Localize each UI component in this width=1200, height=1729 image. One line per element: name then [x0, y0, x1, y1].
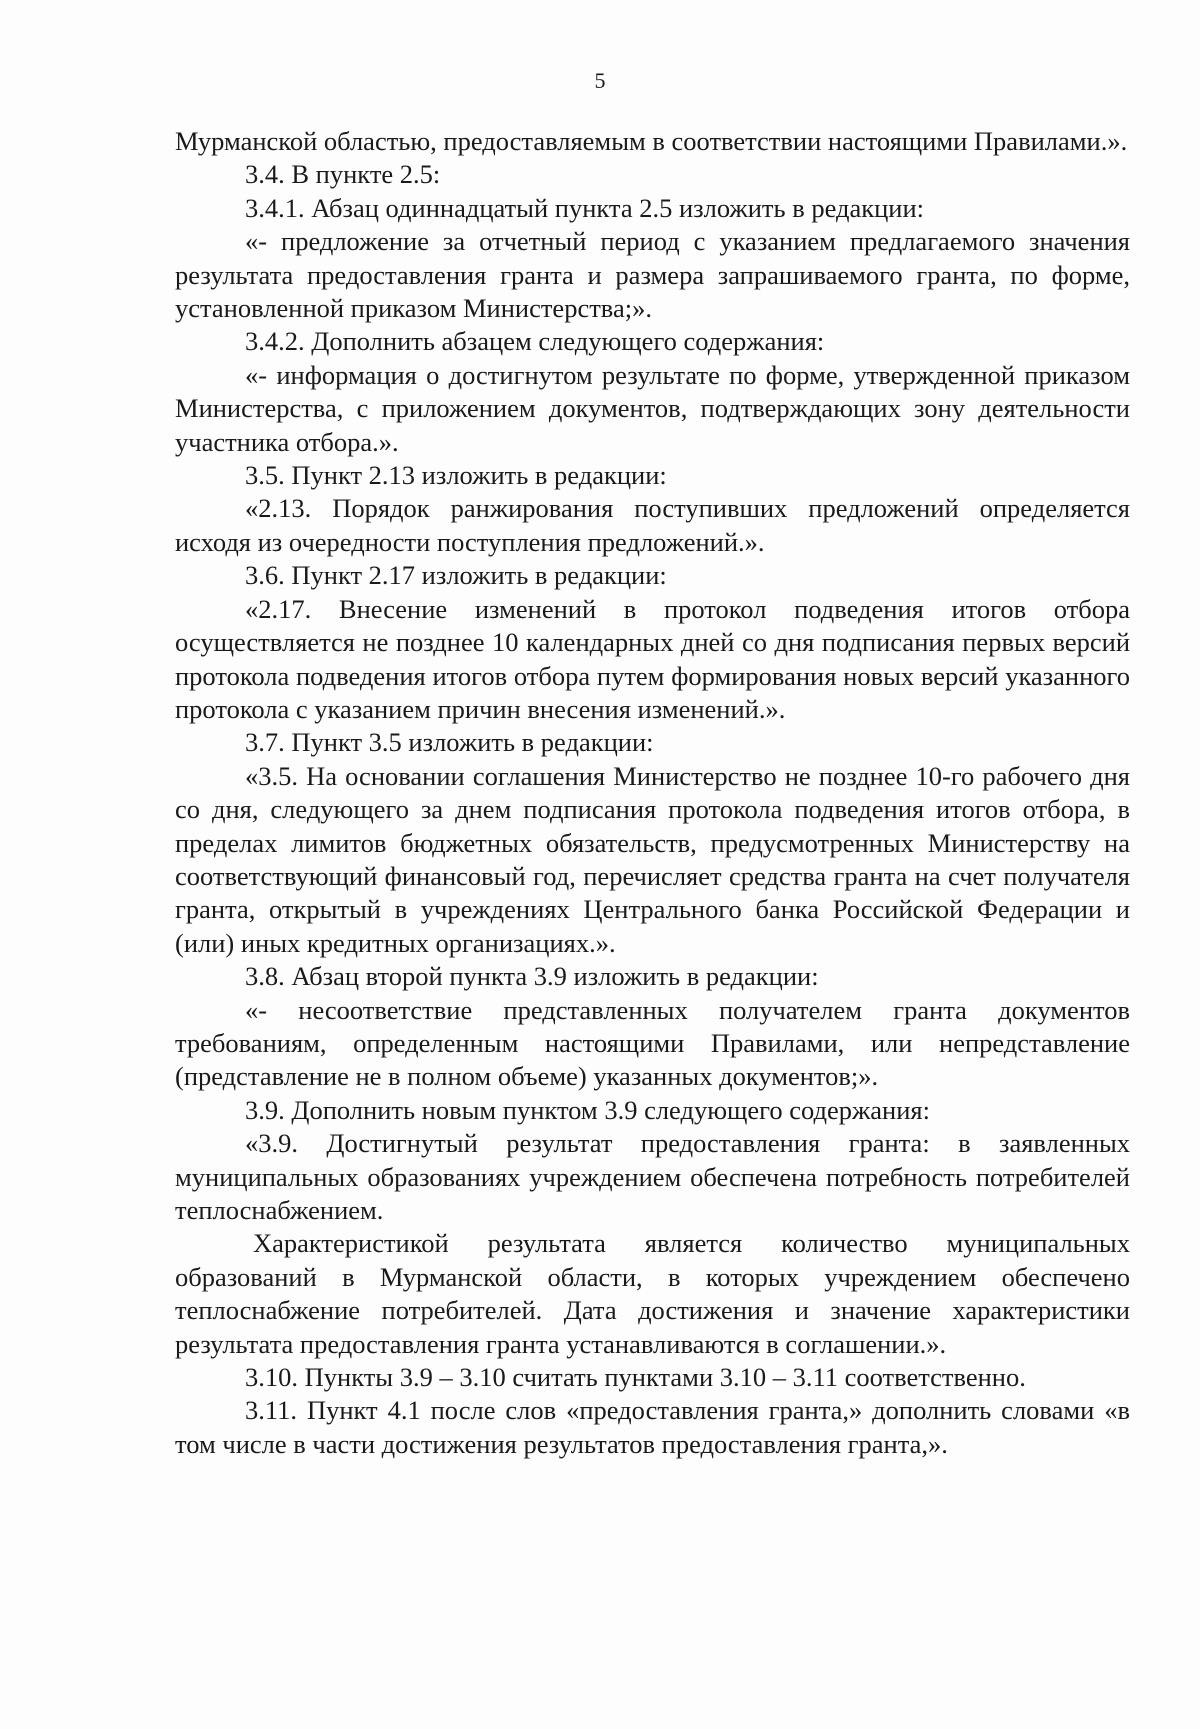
- paragraph: 3.7. Пункт 3.5 изложить в редакции:: [245, 727, 654, 758]
- paragraph: «- несоответствие представленных получателем гранта документов требованиям, определенным настоящими Правилами, или непредставление (представление не в полном объеме) указанных документов;».: [175, 994, 1130, 1092]
- paragraph: 3.9. Дополнить новым пунктом 3.9 следующего содержания:: [245, 1094, 930, 1125]
- paragraph: 3.4. В пункте 2.5:: [245, 159, 441, 190]
- paragraph: 3.6. Пункт 2.17 изложить в редакции:: [245, 560, 667, 591]
- paragraph: 3.4.2. Дополнить абзацем следующего содержания:: [245, 326, 825, 357]
- paragraph: 3.5. Пункт 2.13 изложить в редакции:: [245, 460, 667, 491]
- paragraph: «3.5. На основании соглашения Министерство не позднее 10-го рабочего дня со дня, следующего за днем подписания протокола подведения итогов отбора, в пределах лимитов бюджетных обязательств, предусмотренных Министерству на соответствующий финансовый год, перечисляет средства гранта на счет получателя гранта, открытый в учреждениях Центрального банка Российской Федерации и (или) иных кредитных организациях.».: [175, 760, 1130, 958]
- paragraph: «3.9. Достигнутый результат предоставления гранта: в заявленных муниципальных образованиях учреждением обеспечена потребность потребителей теплоснабжением.: [175, 1128, 1130, 1225]
- paragraph: «- предложение за отчетный период с указанием предлагаемого значения результата предоставления гранта и размера запрашиваемого гранта, по форме, установленной приказом Министерства;».: [175, 226, 1130, 324]
- paragraph: «- информация о достигнутом результате по форме, утвержденной приказом Министерства, с приложением документов, подтверждающих зону деятельности участника отбора.».: [175, 359, 1130, 457]
- paragraph: 3.4.1. Абзац одиннадцатый пункта 2.5 изложить в редакции:: [245, 192, 925, 223]
- paragraph: «2.17. Внесение изменений в протокол подведения итогов отбора осуществляется не позднее 10 календарных дней со дня подписания первых версий протокола подведения итогов отбора путем формирования новых версий указанного протокола с указанием причин внесения изменений.».: [175, 593, 1130, 724]
- document-body: [175, 125, 1130, 1461]
- paragraph: 3.10. Пункты 3.9 – 3.10 считать пунктами 3.10 – 3.11 соответственно.: [245, 1362, 1026, 1393]
- paragraph: Характеристикой результата является количество муниципальных образований в Мурманской области, в которых учреждением обеспечено теплоснабжение потребителей. Дата достижения и значение характеристики результата предоставления гранта устанавливаются в соглашении.».: [175, 1228, 1130, 1359]
- paragraph: Мурманской областью, предоставляемым в соответствии настоящими Правилами.».: [175, 126, 1128, 156]
- paragraph: «2.13. Порядок ранжирования поступивших предложений определяется исходя из очередности поступления предложений.».: [175, 493, 1130, 557]
- paragraph: 3.8. Абзац второй пункта 3.9 изложить в редакции:: [245, 961, 819, 992]
- page-number: 5: [594, 68, 606, 93]
- paragraph: 3.11. Пункт 4.1 после слов «предоставления гранта,» дополнить словами «в том числе в части достижения результатов предоставления гранта,».: [175, 1395, 1130, 1459]
